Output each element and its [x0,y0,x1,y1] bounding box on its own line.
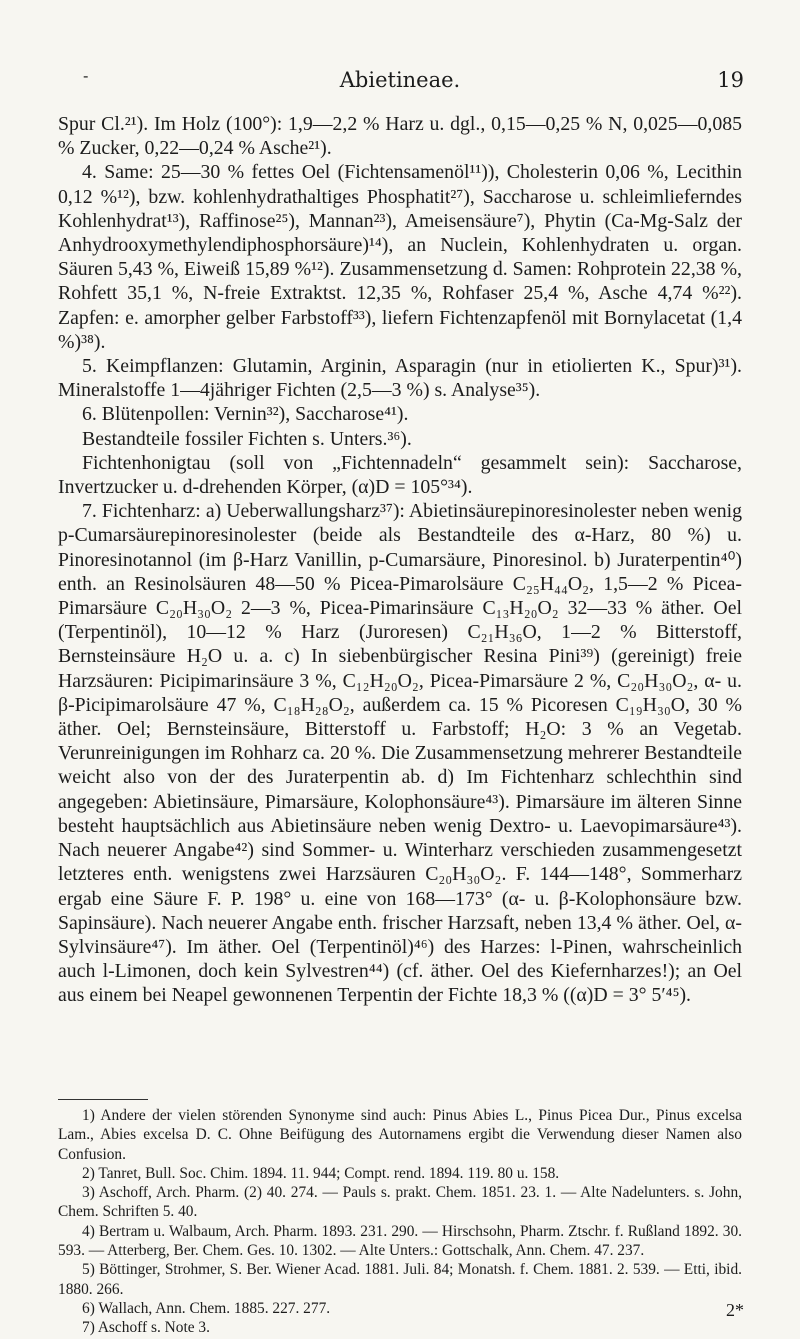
page-title: Abietineae. [339,68,461,92]
paragraph: Bestandteile fossiler Fichten s. Unters.³⁶). [82,427,412,450]
paragraph: Fichtenhonigtau (soll von „Fichtennadeln“ gesammelt sein): Saccharose, Invertzucker u. d-drehenden Körper, (α)D = 105°³⁴). [58,451,742,499]
header-mark: - [83,66,89,85]
footnote: 3) Aschoff, Arch. Pharm. (2) 40. 274. — Pauls s. prakt. Chem. 1851. 23. 1. — Alte Nadelunters. s. John, Chem. Schriften 5. 40. [58,1184,742,1221]
footnote: 1) Andere der vielen störenden Synonyme sind auch: Pinus Abies L., Pinus Picea Dur., Pinus excelsa Lam., Abies excelsa D. C. Ohne Beifügung des Autornamens ergibt die Verwendung dieser Namen also Confusion. [58,1107,742,1163]
paragraph: 7. Fichtenharz: a) Ueberwallungsharz³⁷): Abietinsäurepinoresinolester neben wenig p-Cumarsäurepinoresinolester (beide als Bestandteile des α-Harz, 80 %) u. Pinoresinotannol (im β-Harz Vanillin, p-Cumarsäure, Pinoresinol. b) Juraterpentin⁴⁰) enth. an Resinolsäuren 48—50 % Picea-Pimarolsäure C₂₅H₄₄O₂, 1,5—2 % Picea-Pimarsäure C₂₀H₃₀O₂ 2—3 %, Picea-Pimarinsäure C₁₃H₂₀O₂ 32—33 % äther. Oel (Terpentinöl), 10—12 % Harz (Juroresen) C₂₁H₃₆O, 1—2 % Bitterstoff, Bernsteinsäure H₂O u. a. c) In siebenbürgischer Resina Pini³⁹) (gereinigt) freie Harzsäuren: Picipimarinsäure 3 %, C₁₂H₂₀O₂, Picea-Pimarsäure 2 %, C₂₀H₃₀O₂, α- u. β-Picipimarolsäure 47 %, C₁₈H₂₈O₂, außerdem ca. 15 % Picoresen C₁₉H₃₀O, 30 % äther. Oel; Bernsteinsäure, Bitterstoff u. Farbstoff; H₂O: 3 % an Vegetab. Verunreinigungen im Rohharz ca. 20 %. Die Zusammensetzung mehrerer Bestandteile weicht also von der des Juraterpentin ab. d) Im Fichtenharz schlechthin sind angegeben: Abietinsäure, Pimarsäure, Kolophonsäure⁴³). Pimarsäure im älteren Sinne besteht hauptsächlich aus Abietinsäure neben wenig Dextro- u. Laevopimarsäure⁴³). Nach neuerer Angabe⁴²) sind Sommer- u. Winterharz verschieden zusammengesetzt letzteres enth. wenigstens zwei Harzsäuren C₂₀H₃₀O₂. F. 144—148°, Sommerharz ergab eine Säure F. P. 198° u. eine von 168—173° (α- u. β-Kolophonsäure bzw. Sapinsäure). Nach neuerer Angabe enth. frischer Harzsaft, neben 13,4 % äther. Oel, α-Sylvinsäure⁴⁷). Im äther. Oel (Terpentinöl)⁴⁶) des Harzes: l-Pinen, wahrscheinlich auch l-Limonen, doch kein Sylvestren⁴⁴) (cf. äther. Oel des Kiefernharzes!); an Oel aus einem bei Neapel gewonnenen Terpentin der Fichte 18,3 % ((α)D = 3° 5′⁴⁵). [58,500,742,1007]
page-number: 19 [717,68,744,92]
footnote: 7) Aschoff s. Note 3. [82,1319,210,1337]
footnote-divider [58,1099,148,1100]
signature-mark: 2* [726,1300,744,1320]
footnotes [58,1106,742,1338]
footnote: 5) Böttinger, Strohmer, S. Ber. Wiener Acad. 1881. Juli. 84; Monatsh. f. Chem. 1881. 2. 539. — Etti, ibid. 1880. 266. [58,1261,742,1298]
paragraph: 4. Same: 25—30 % fettes Oel (Fichtensamenöl¹¹)), Cholesterin 0,06 %, Lecithin 0,12 %¹²), bzw. kohlenhydrathaltiges Phosphatit²⁷), Saccharose u. schleimlieferndes Kohlenhydrat¹³), Raffinose²⁵), Mannan²³), Ameisensäure⁷), Phytin (Ca-Mg-Salz der Anhydrooxymethylendiphosphorsäure)¹⁴), an Nuclein, Kohlenhydraten u. organ. Säuren 5,43 %, Eiweiß 15,89 %¹²). Zusammensetzung d. Samen: Rohprotein 22,38 %, Rohfett 35,1 %, N-freie Extraktst. 12,35 %, Rohfaser 25,4 %, Asche 4,74 %²²). Zapfen: e. amorpher gelber Farbstoff³³), liefern Fichtenzapfenöl mit Bornylacetat (1,4 %)³⁸). [58,161,742,353]
footnote: 6) Wallach, Ann. Chem. 1885. 227. 277. [82,1299,331,1317]
paragraph: 6. Blütenpollen: Vernin³²), Saccharose⁴¹). [82,403,409,426]
footnote: 4) Bertram u. Walbaum, Arch. Pharm. 1893. 231. 290. — Hirschsohn, Pharm. Ztschr. f. Rußland 1892. 30. 593. — Atterberg, Ber. Chem. Ges. 10. 1302. — Alte Unters.: Gottschalk, Ann. Chem. 47. 237. [58,1222,742,1260]
paragraph: Spur Cl.²¹). Im Holz (100°): 1,9—2,2 % Harz u. dgl., 0,15—0,25 % N, 0,025—0,085 % Zucker, 0,22—0,24 % Asche²¹). [58,113,742,160]
main-text [58,112,742,1008]
footnote: 2) Tanret, Bull. Soc. Chim. 1894. 11. 944; Compt. rend. 1894. 119. 80 u. 158. [82,1164,560,1182]
paragraph: 5. Keimpflanzen: Glutamin, Arginin, Asparagin (nur in etiolierten K., Spur)³¹). Mineralstoffe 1—4jähriger Fichten (2,5—3 %) s. Analyse³⁵). [58,355,742,402]
running-header [0,66,800,96]
